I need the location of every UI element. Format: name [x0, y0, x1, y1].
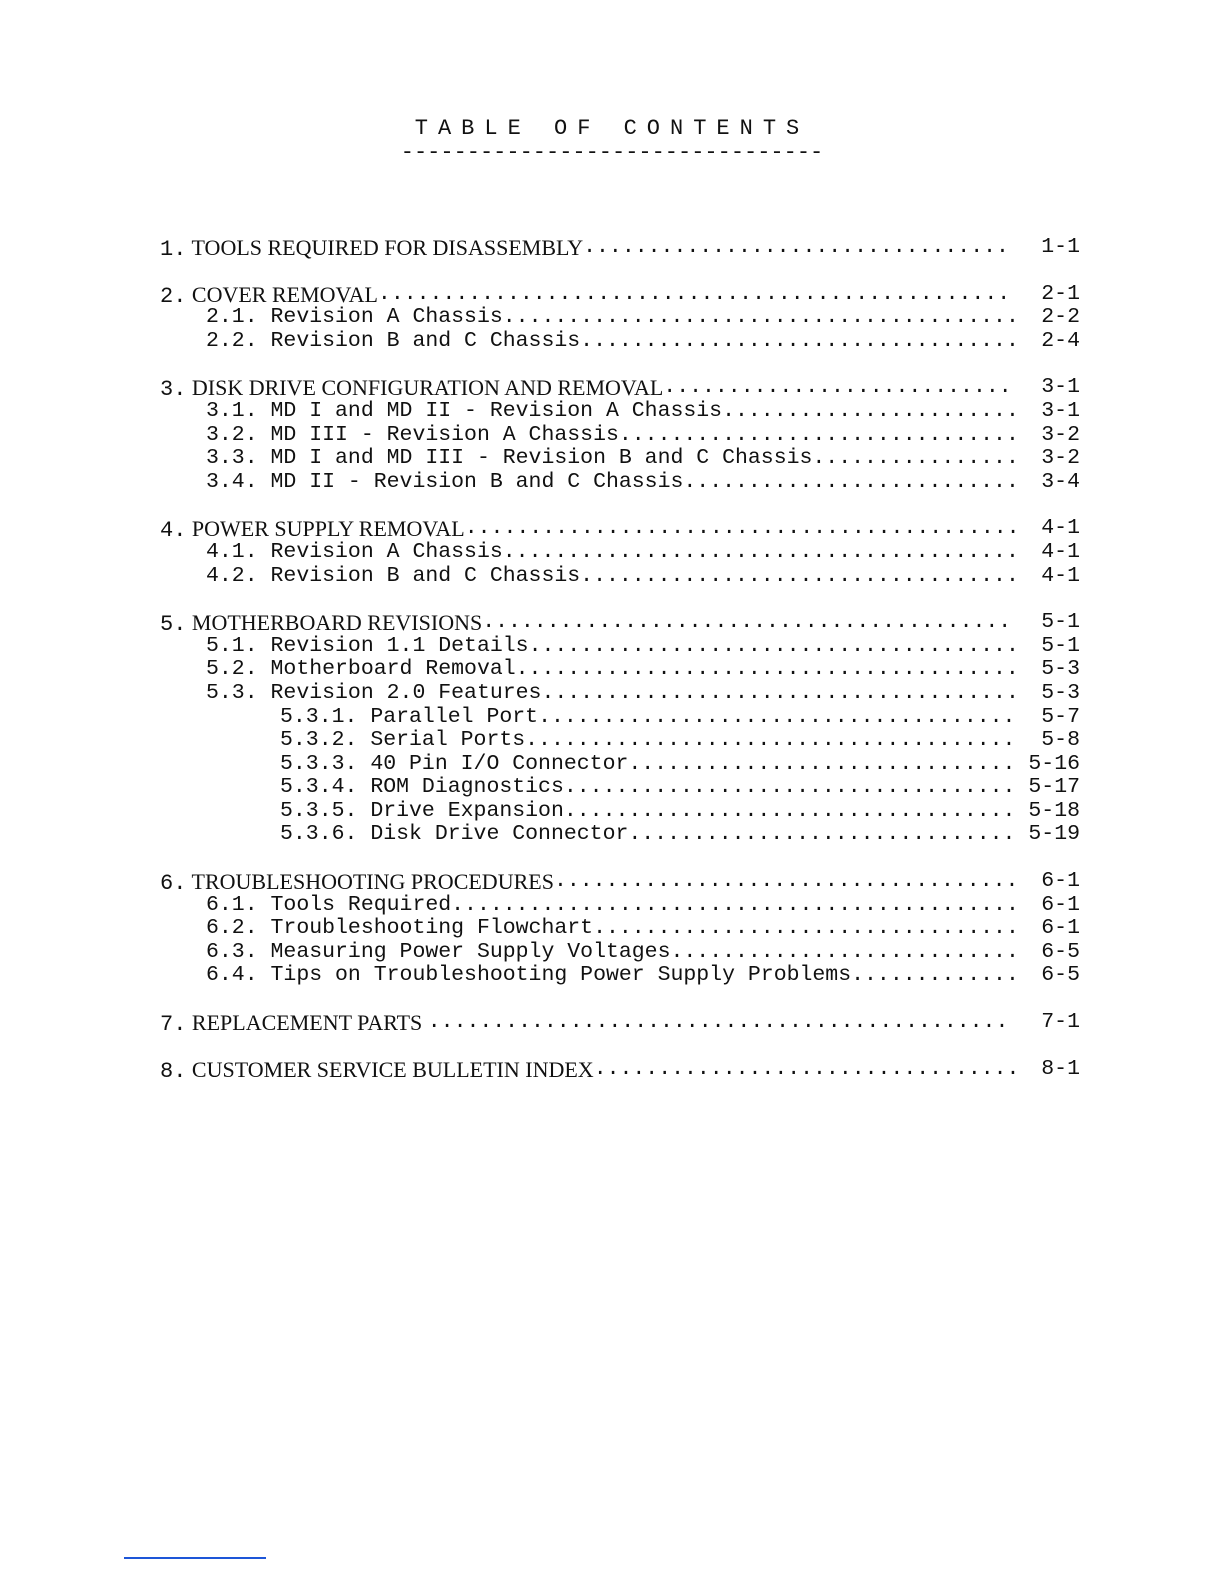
toc-leader-dots: ....................................: [553, 870, 1019, 894]
toc-entry-page: 4-1: [1041, 539, 1080, 564]
toc-section-entry: [160, 1010, 1080, 1038]
toc-entry-label: [206, 658, 516, 682]
toc-entry-page: 4-1: [1041, 563, 1080, 588]
toc-entry-page: 2-1: [1041, 281, 1080, 306]
toc-leader-dots: ............................................: [451, 893, 1019, 917]
toc-subsection-entry: [160, 917, 1080, 941]
toc-entry-label: [280, 753, 628, 777]
toc-entry-number: 5.3.1.: [280, 704, 358, 729]
toc-entry-label: [206, 635, 529, 659]
toc-entry-label: [206, 565, 580, 589]
toc-entry-title: Tools Required: [270, 892, 452, 917]
toc-entry-title: Revision B and C Chassis: [270, 328, 581, 353]
toc-entry-label: [160, 1011, 428, 1037]
toc-subsection-entry: [160, 706, 1080, 730]
toc-entry-page: 5-1: [1041, 633, 1080, 658]
toc-entry-page: 5-3: [1041, 657, 1080, 682]
toc-entry-number: 2.: [160, 283, 187, 309]
toc-entry-number: 2.1.: [206, 305, 258, 330]
toc-section-entry: [160, 610, 1080, 638]
toc-subsection-entry: [160, 565, 1080, 589]
toc-leader-dots: ...........................: [670, 940, 1019, 964]
toc-entry-page: 6-1: [1041, 916, 1080, 941]
toc-entry-title: Revision A Chassis: [270, 305, 503, 330]
toc-subsection-entry: [160, 424, 1080, 448]
toc-subsection-entry: [160, 964, 1080, 988]
toc-entry-number: 4.2.: [206, 563, 258, 588]
toc-entry-number: 5.3.6.: [280, 822, 358, 847]
toc-entry-page: 6-1: [1041, 869, 1080, 894]
toc-leader-dots: .............................................: [427, 1011, 1009, 1035]
toc-subsection-entry: [160, 729, 1080, 753]
toc-section-group: [160, 870, 1080, 988]
toc-section-entry: [160, 375, 1080, 403]
toc-entry-title: CUSTOMER SERVICE BULLETIN INDEX: [191, 1056, 594, 1082]
toc-leader-dots: ..................................: [580, 564, 1019, 588]
toc-entry-label: [280, 706, 538, 730]
toc-subsection-entry: [160, 682, 1080, 706]
toc-entry-number: 5.3.: [206, 680, 258, 705]
toc-entry-number: 3.: [160, 377, 187, 403]
bottom-margin-line: [124, 1557, 266, 1559]
toc-entry-title: Serial Ports: [370, 728, 526, 753]
toc-leader-dots: .................................: [583, 236, 1009, 259]
toc-entry-title: MD I and MD III - Revision B and C Chassis: [270, 446, 813, 471]
toc-entry-number: 6.2.: [206, 916, 258, 941]
toc-entry-label: [280, 776, 564, 800]
toc-leader-dots: ........................................: [502, 540, 1019, 564]
toc-section-group: [160, 517, 1080, 588]
toc-entry-page: 5-7: [1041, 704, 1080, 729]
toc-entry-number: 5.3.3.: [280, 751, 358, 776]
toc-entry-number: 4.1.: [206, 539, 258, 564]
toc-entry-title: Troubleshooting Flowchart: [270, 916, 594, 941]
toc-leader-dots: ......................................: [528, 634, 1019, 658]
toc-leader-dots: .......................................: [515, 658, 1019, 682]
toc-section-group: [160, 283, 1080, 354]
toc-entry-page: 6-5: [1041, 939, 1080, 964]
toc-entry-title: TOOLS REQUIRED FOR DISASSEMBLY: [191, 235, 584, 260]
toc-section-entry: [160, 283, 1080, 307]
toc-subsection-entry: [160, 400, 1080, 424]
toc-entry-page: 5-8: [1041, 728, 1080, 753]
toc-entry-label: [160, 236, 583, 262]
toc-entry-number: 5.3.2.: [280, 728, 358, 753]
toc-entry-number: 5.2.: [206, 657, 258, 682]
toc-entry-number: 5.: [160, 612, 187, 638]
toc-entry-number: 4.: [160, 518, 187, 544]
toc-leader-dots: .................................: [593, 917, 1019, 941]
toc-entry-page: 5-3: [1041, 680, 1080, 705]
toc-leader-dots: ...........................................: [464, 517, 1020, 541]
toc-subsection-entry: [160, 635, 1080, 659]
toc-entry-page: 3-1: [1041, 398, 1080, 423]
toc-entry-page: 2-2: [1041, 305, 1080, 330]
toc-title-underline: --------------------------------: [400, 140, 824, 165]
toc-entry-title: Disk Drive Connector: [370, 822, 629, 847]
toc-entry-page: 3-2: [1041, 422, 1080, 447]
toc-entry-page: 8-1: [1041, 1056, 1080, 1081]
toc-entry-page: 7-1: [1041, 1010, 1080, 1035]
toc-entry-label: [206, 400, 722, 424]
toc-entry-title: MD II - Revision B and C Chassis: [270, 469, 684, 494]
toc-leader-dots: ...................................: [563, 776, 1016, 800]
toc-entry-page: 5-1: [1041, 610, 1080, 635]
toc-entry-label: [206, 964, 851, 988]
toc-leader-dots: ...............................: [618, 423, 1019, 447]
toc-section-group: [160, 611, 1080, 847]
toc-entry-number: 5.3.5.: [280, 798, 358, 823]
toc-entry-page: 2-4: [1041, 328, 1080, 353]
toc-entry-page: 3-1: [1041, 375, 1080, 400]
toc-subsection-entry: [160, 941, 1080, 965]
toc-list: [160, 236, 1080, 1104]
toc-entry-label: [280, 800, 564, 824]
toc-subsection-entry: [160, 776, 1080, 800]
toc-entry-page: 5-17: [1028, 775, 1080, 800]
toc-leader-dots: ..........................: [683, 470, 1019, 494]
toc-entry-number: 3.3.: [206, 446, 258, 471]
toc-entry-label: [206, 894, 451, 918]
toc-entry-label: [206, 471, 683, 495]
toc-entry-title: MD III - Revision A Chassis: [270, 422, 619, 447]
toc-entry-label: [206, 447, 812, 471]
toc-section-group: [160, 1058, 1080, 1082]
toc-entry-label: [206, 306, 503, 330]
toc-entry-label: [206, 682, 541, 706]
toc-subsection-entry: [160, 330, 1080, 354]
toc-entry-number: 3.4.: [206, 469, 258, 494]
toc-entry-title: POWER SUPPLY REMOVAL: [191, 516, 465, 542]
toc-leader-dots: .................................................: [377, 282, 1011, 306]
toc-entry-label: [280, 729, 525, 753]
toc-section-entry: [160, 869, 1080, 897]
toc-entry-number: 6.4.: [206, 963, 258, 988]
toc-entry-title: REPLACEMENT PARTS: [191, 1010, 428, 1036]
toc-section-entry: [160, 1058, 1080, 1082]
toc-subsection-entry: [160, 306, 1080, 330]
toc-entry-page: 5-18: [1028, 798, 1080, 823]
toc-leader-dots: .......................: [722, 399, 1019, 423]
toc-section-entry: [160, 236, 1080, 260]
toc-entry-title: 40 Pin I/O Connector: [370, 751, 629, 776]
toc-leader-dots: .........................................: [482, 611, 1012, 635]
toc-entry-title: DISK DRIVE CONFIGURATION AND REMOVAL: [191, 375, 664, 401]
toc-leader-dots: ...................................: [563, 799, 1016, 823]
toc-leader-dots: .............: [851, 964, 1019, 988]
toc-subsection-entry: [160, 800, 1080, 824]
toc-entry-title: Parallel Port: [370, 704, 539, 729]
toc-subsection-entry: [160, 658, 1080, 682]
toc-section-entry: [160, 516, 1080, 544]
toc-entry-page: 3-4: [1041, 469, 1080, 494]
toc-section-group: [160, 376, 1080, 494]
toc-subsection-entry: [160, 541, 1080, 565]
toc-leader-dots: ......................................: [525, 729, 1016, 753]
toc-entry-number: 5.1.: [206, 633, 258, 658]
toc-entry-title: Revision 1.1 Details: [270, 633, 529, 658]
toc-entry-number: 5.3.4.: [280, 775, 358, 800]
toc-entry-number: 8.: [160, 1058, 187, 1084]
toc-entry-label: [206, 330, 580, 354]
toc-entry-title: Motherboard Removal: [270, 657, 516, 682]
toc-entry-page: 1-1: [1041, 235, 1080, 259]
toc-leader-dots: ..................................: [580, 329, 1019, 353]
toc-entry-page: 3-2: [1041, 446, 1080, 471]
toc-leader-dots: .....................................: [541, 681, 1019, 705]
toc-entry-label: [280, 823, 628, 847]
toc-entry-number: 7.: [160, 1012, 187, 1038]
toc-entry-title: Revision B and C Chassis: [270, 563, 581, 588]
toc-leader-dots: ...........................: [663, 376, 1012, 400]
toc-entry-number: 3.2.: [206, 422, 258, 447]
toc-subsection-entry: [160, 753, 1080, 777]
toc-entry-title: MD I and MD II - Revision A Chassis: [270, 398, 723, 423]
toc-subsection-entry: [160, 823, 1080, 847]
toc-leader-dots: ..............................: [628, 823, 1016, 847]
toc-entry-title: Drive Expansion: [370, 798, 564, 823]
toc-entry-title: Revision A Chassis: [270, 539, 503, 564]
toc-leader-dots: .....................................: [538, 705, 1016, 729]
toc-entry-title: ROM Diagnostics: [370, 775, 564, 800]
toc-entry-label: [206, 941, 670, 965]
toc-subsection-entry: [160, 894, 1080, 918]
toc-entry-page: 5-19: [1028, 822, 1080, 847]
toc-entry-label: [160, 1058, 594, 1084]
toc-subsection-entry: [160, 447, 1080, 471]
toc-entry-label: [206, 917, 593, 941]
toc-entry-page: 6-1: [1041, 892, 1080, 917]
toc-entry-title: Measuring Power Supply Voltages: [270, 939, 671, 964]
toc-leader-dots: ........................................: [502, 306, 1019, 330]
toc-entry-number: 3.1.: [206, 398, 258, 423]
toc-entry-title: Revision 2.0 Features: [270, 680, 542, 705]
toc-entry-title: COVER REMOVAL: [191, 281, 378, 307]
toc-entry-title: TROUBLESHOOTING PROCEDURES: [191, 869, 554, 895]
toc-entry-title: MOTHERBOARD REVISIONS: [191, 610, 483, 636]
toc-section-group: [160, 1010, 1080, 1038]
toc-entry-number: 6.1.: [206, 892, 258, 917]
toc-leader-dots: ................: [812, 447, 1019, 471]
toc-leader-dots: ..............................: [628, 752, 1016, 776]
toc-entry-number: 6.3.: [206, 939, 258, 964]
toc-section-group: [160, 236, 1080, 260]
toc-entry-number: 1.: [160, 237, 187, 262]
toc-entry-label: [206, 541, 503, 565]
toc-entry-label: [206, 424, 619, 448]
toc-entry-number: 6.: [160, 871, 187, 897]
toc-entry-number: 2.2.: [206, 328, 258, 353]
toc-entry-page: 4-1: [1041, 516, 1080, 541]
toc-subsection-entry: [160, 471, 1080, 495]
toc-entry-page: 5-16: [1028, 751, 1080, 776]
toc-title: TABLE OF CONTENTS: [414, 116, 810, 141]
toc-entry-page: 6-5: [1041, 963, 1080, 988]
toc-leader-dots: .................................: [593, 1057, 1020, 1081]
toc-entry-title: Tips on Troubleshooting Power Supply Problems: [270, 963, 852, 988]
